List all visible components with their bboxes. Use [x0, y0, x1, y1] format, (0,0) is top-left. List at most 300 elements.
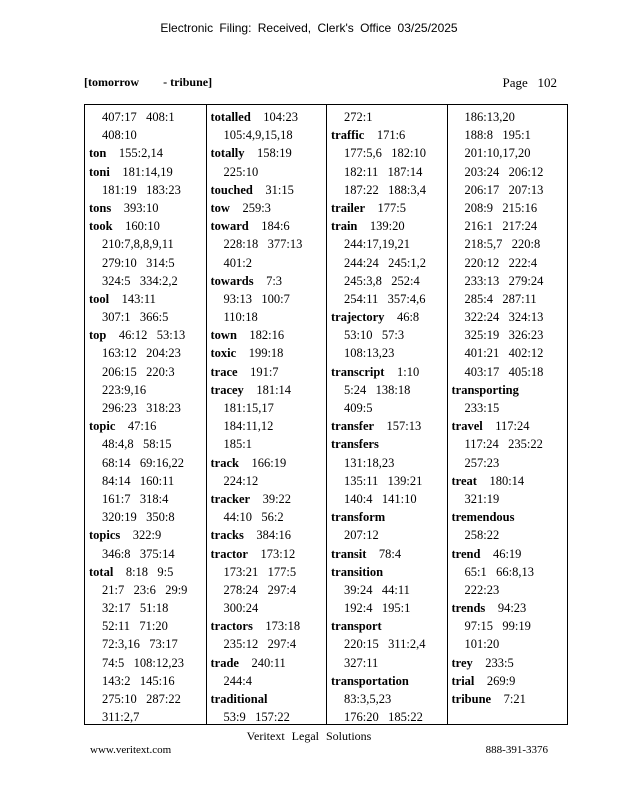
index-line	[211, 399, 325, 417]
index-line	[331, 563, 445, 581]
index-page-refs: 244:24 245:1,2	[344, 255, 426, 270]
index-line	[452, 526, 566, 544]
index-page-refs: 117:24 235:22	[464, 437, 543, 452]
index-page-refs: 157:13	[374, 419, 422, 434]
index-line	[89, 454, 204, 472]
index-page-refs: 155:2,14	[106, 146, 163, 161]
index-line	[89, 381, 204, 399]
index-page-refs: 228:18 377:13	[223, 237, 303, 252]
index-line	[89, 308, 204, 326]
index-page-refs: 44:10 56:2	[223, 510, 284, 525]
index-line	[452, 254, 566, 272]
index-page-refs: 224:12	[223, 473, 259, 488]
index-page-refs: 46:8	[384, 310, 420, 325]
index-page-refs: 324:5 334:2,2	[102, 273, 178, 288]
index-page-refs: 101:20	[464, 637, 500, 652]
index-page-refs: 94:23	[485, 601, 527, 616]
index-term: train	[331, 219, 358, 234]
footer-company: Veritext Legal Solutions	[246, 729, 372, 743]
index-page-refs: 171:6	[364, 128, 406, 143]
index-page-refs: 21:7 23:6 29:9	[102, 582, 188, 597]
index-page-refs: 223:9,16	[102, 382, 147, 397]
index-page-refs: 187:22 188:3,4	[344, 182, 426, 197]
index-line	[211, 635, 325, 653]
index-line	[211, 290, 325, 308]
index-term: treat	[451, 473, 477, 488]
index-term: touched	[210, 182, 253, 197]
index-page-refs: 8:18 9:5	[113, 564, 174, 579]
index-term: took	[89, 219, 113, 234]
index-page-refs: 46:12 53:13	[106, 328, 186, 343]
index-line	[211, 435, 325, 453]
index-term: transit	[331, 546, 367, 561]
index-line	[89, 217, 204, 235]
index-page-refs: 220:12 222:4	[464, 255, 538, 270]
index-term: tractors	[210, 619, 253, 634]
index-term: transcript	[331, 364, 385, 379]
index-line	[89, 635, 204, 653]
index-page-refs: 74:5 108:12,23	[102, 655, 184, 670]
footer-website: www.veritext.com	[90, 744, 172, 756]
index-term: town	[210, 328, 237, 343]
index-line	[452, 490, 566, 508]
index-line	[211, 181, 325, 199]
index-line	[331, 417, 445, 435]
index-page-refs: 257:23	[464, 455, 500, 470]
index-page-refs: 285:4 287:11	[464, 291, 537, 306]
index-page-refs: 166:19	[238, 455, 287, 470]
index-term: trajectory	[331, 310, 385, 325]
index-page-refs: 68:14 69:16,22	[102, 455, 184, 470]
page-number: Page 102	[502, 75, 557, 90]
index-page-refs: 401:21 402:12	[464, 346, 544, 361]
index-page-refs: 240:11	[238, 655, 286, 670]
index-line	[89, 690, 204, 708]
index-term: toward	[210, 219, 249, 234]
index-term: transfers	[331, 437, 379, 452]
index-line	[89, 235, 204, 253]
index-line	[89, 108, 204, 126]
index-line	[331, 635, 445, 653]
index-page-refs: 173:18	[252, 619, 301, 634]
index-term: trends	[451, 601, 486, 616]
index-line	[89, 708, 204, 726]
index-page-refs: 7:3	[253, 273, 283, 288]
index-line	[452, 144, 566, 162]
index-page-refs: 135:11 139:21	[344, 473, 423, 488]
index-line	[452, 581, 566, 599]
index-page-refs: 208:9 215:16	[464, 200, 538, 215]
index-line	[331, 654, 445, 672]
index-line	[89, 526, 204, 544]
index-page-refs: 191:7	[237, 364, 279, 379]
index-term: trend	[451, 546, 481, 561]
index-line	[211, 672, 325, 690]
index-line	[331, 254, 445, 272]
index-page-refs: 173:21 177:5	[223, 564, 297, 579]
index-page-refs: 139:20	[357, 219, 405, 234]
index-page-refs: 5:24 138:18	[344, 382, 411, 397]
index-page-refs: 233:15	[464, 401, 500, 415]
index-page-refs: 39:22	[250, 491, 292, 506]
index-page-refs: 83:3,5,23	[344, 692, 392, 706]
index-page-refs: 143:2 145:16	[102, 673, 175, 688]
index-term: transportation	[331, 673, 409, 688]
index-page-refs: 203:24 206:12	[464, 164, 544, 179]
index-line	[89, 363, 204, 381]
index-page-refs: 279:10 314:5	[102, 255, 175, 270]
index-page-refs: 407:17 408:1	[102, 110, 175, 124]
index-page-refs: 52:11 71:20	[102, 619, 168, 634]
index-line	[89, 254, 204, 272]
index-line	[89, 126, 204, 144]
index-page-refs: 72:3,16 73:17	[102, 637, 178, 652]
index-term: traffic	[331, 128, 365, 143]
index-line	[452, 272, 566, 290]
index-line	[452, 126, 566, 144]
index-page-refs: 188:8 195:1	[464, 128, 531, 143]
index-line	[452, 599, 566, 617]
index-line	[89, 563, 204, 581]
index-page-refs: 97:15 99:19	[464, 619, 531, 634]
index-page-refs: 258:22	[464, 528, 500, 543]
index-line	[211, 563, 325, 581]
index-term: tool	[89, 291, 110, 306]
index-line	[331, 272, 445, 290]
footer-phone: 888-391-3376	[485, 744, 548, 756]
index-line	[452, 435, 566, 453]
index-page-refs: 244:17,19,21	[344, 237, 410, 252]
index-line	[331, 126, 445, 144]
index-line	[211, 272, 325, 290]
index-line	[452, 326, 566, 344]
index-line	[331, 490, 445, 508]
word-index-table	[84, 104, 568, 725]
index-page-refs: 140:4 141:10	[344, 491, 417, 506]
index-line	[331, 381, 445, 399]
index-line	[211, 381, 325, 399]
index-line	[211, 126, 325, 144]
index-term: totally	[210, 146, 245, 161]
index-line	[452, 308, 566, 326]
index-line	[331, 526, 445, 544]
index-line	[211, 326, 325, 344]
index-page-refs: 173:12	[247, 546, 296, 561]
index-line	[211, 526, 325, 544]
index-line	[89, 435, 204, 453]
index-term: transport	[331, 619, 382, 634]
index-page-refs: 46:19	[480, 546, 522, 561]
index-term: tracks	[210, 528, 244, 543]
index-line	[211, 199, 325, 217]
index-page-refs: 110:18	[223, 310, 258, 325]
index-line	[452, 635, 566, 653]
index-page-refs: 186:13,20	[464, 110, 515, 124]
index-page-refs: 163:12 204:23	[102, 346, 181, 361]
index-line	[452, 672, 566, 690]
index-line	[89, 599, 204, 617]
index-page-refs: 218:5,7 220:8	[464, 237, 541, 252]
index-page-refs: 39:24 44:11	[344, 582, 410, 597]
index-page-refs: 176:20 185:22	[344, 710, 423, 725]
index-term: tons	[89, 200, 112, 215]
index-line	[452, 344, 566, 362]
index-line	[211, 417, 325, 435]
index-term: transfer	[331, 419, 375, 434]
index-term: transporting	[451, 382, 519, 397]
index-page-refs: 1:10	[384, 364, 420, 379]
index-column-2	[206, 105, 327, 724]
index-line	[89, 672, 204, 690]
index-page-refs: 182:11 187:14	[344, 164, 423, 179]
index-term: toni	[89, 164, 110, 179]
index-line	[452, 654, 566, 672]
index-page-refs: 401:2	[223, 255, 252, 270]
index-line	[89, 545, 204, 563]
index-page-refs: 322:9	[120, 528, 162, 543]
index-line	[452, 217, 566, 235]
index-page-refs: 93:13 100:7	[223, 291, 290, 306]
index-line	[331, 435, 445, 453]
index-line	[211, 363, 325, 381]
index-line	[452, 472, 566, 490]
index-page-refs: 161:7 318:4	[102, 491, 169, 506]
index-line	[211, 308, 325, 326]
index-page-refs: 105:4,9,15,18	[223, 128, 293, 143]
index-line	[331, 508, 445, 526]
index-page-refs: 320:19 350:8	[102, 510, 175, 525]
index-page-refs: 181:15,17	[223, 401, 274, 415]
index-line	[89, 417, 204, 435]
index-line	[89, 163, 204, 181]
index-page-refs: 321:19	[464, 491, 500, 506]
index-line	[89, 181, 204, 199]
index-page-refs: 206:17 207:13	[464, 182, 544, 197]
index-line	[452, 363, 566, 381]
index-page-refs: 143:11	[109, 291, 156, 306]
index-term: total	[89, 564, 114, 579]
index-line	[211, 163, 325, 181]
index-line	[452, 108, 566, 126]
index-line	[89, 399, 204, 417]
index-line	[211, 490, 325, 508]
index-line	[452, 235, 566, 253]
index-page-refs: 216:1 217:24	[464, 219, 538, 234]
index-line	[331, 163, 445, 181]
index-page-refs: 235:12 297:4	[223, 637, 297, 652]
index-line	[89, 199, 204, 217]
index-page-refs: 220:15 311:2,4	[344, 637, 426, 652]
index-line	[211, 617, 325, 635]
index-column-1	[85, 105, 206, 724]
index-line	[331, 181, 445, 199]
index-line	[211, 599, 325, 617]
index-term: towards	[210, 273, 254, 288]
index-line	[452, 454, 566, 472]
index-line	[89, 508, 204, 526]
index-line	[331, 217, 445, 235]
case-name: [tomorrow - tribune]	[84, 75, 213, 89]
index-page-refs: 31:15	[252, 182, 294, 197]
index-page-refs: 322:24 324:13	[464, 310, 544, 325]
index-line	[89, 326, 204, 344]
index-line	[331, 617, 445, 635]
index-page-refs: 65:1 66:8,13	[464, 564, 534, 579]
index-line	[452, 545, 566, 563]
index-page-refs: 408:10	[102, 128, 137, 143]
index-line	[452, 181, 566, 199]
index-term: tremendous	[451, 510, 515, 525]
index-page-refs: 184:11,12	[223, 419, 274, 434]
index-line	[211, 545, 325, 563]
index-line	[331, 344, 445, 362]
index-page-refs: 108:13,23	[344, 346, 395, 361]
index-page-refs: 181:19 183:23	[102, 182, 181, 197]
index-line	[89, 472, 204, 490]
index-term: trial	[451, 673, 475, 688]
index-page-refs: 244:4	[223, 673, 252, 688]
index-page-refs: 158:19	[244, 146, 292, 161]
index-line	[331, 308, 445, 326]
index-line	[89, 144, 204, 162]
index-page-refs: 307:1 366:5	[102, 310, 169, 325]
index-line	[211, 217, 325, 235]
index-page-refs: 53:9 157:22	[223, 710, 290, 725]
index-page-refs: 233:5	[472, 655, 514, 670]
index-term: tracey	[210, 382, 244, 397]
index-page-refs: 259:3	[229, 200, 271, 215]
index-term: trey	[451, 655, 473, 670]
index-term: trade	[210, 655, 239, 670]
index-page-refs: 409:5	[344, 401, 373, 415]
index-line	[331, 672, 445, 690]
index-term: trailer	[331, 200, 366, 215]
index-page-refs: 84:14 160:11	[102, 473, 175, 488]
index-line	[211, 581, 325, 599]
index-page-refs: 393:10	[111, 200, 159, 215]
index-term: ton	[89, 146, 107, 161]
index-term: topic	[89, 419, 116, 434]
index-page-refs: 325:19 326:23	[464, 328, 544, 343]
index-term: toxic	[210, 346, 237, 361]
index-line	[331, 454, 445, 472]
index-page-refs: 7:21	[491, 692, 526, 706]
index-term: totalled	[210, 110, 251, 124]
index-page-refs: 182:16	[236, 328, 285, 343]
index-page-refs: 47:16	[115, 419, 157, 434]
index-page-refs: 53:10 57:3	[344, 328, 405, 343]
index-page-refs: 222:23	[464, 582, 500, 597]
index-page-refs: 201:10,17,20	[464, 146, 531, 161]
index-line	[452, 417, 566, 435]
index-line	[331, 690, 445, 708]
index-page-refs: 275:10 287:22	[102, 692, 181, 706]
index-page-refs: 278:24 297:4	[223, 582, 297, 597]
index-line	[211, 144, 325, 162]
index-page-refs: 131:18,23	[344, 455, 395, 470]
index-line	[452, 563, 566, 581]
index-term: top	[89, 328, 107, 343]
index-line	[211, 108, 325, 126]
index-line	[89, 581, 204, 599]
index-column-4	[447, 105, 568, 724]
index-page-refs: 206:15 220:3	[102, 364, 175, 379]
index-page-refs: 192:4 195:1	[344, 601, 411, 616]
index-column-3	[326, 105, 447, 724]
index-term: transform	[331, 510, 386, 525]
index-page-refs: 254:11 357:4,6	[344, 291, 426, 306]
index-term: travel	[451, 419, 483, 434]
index-page-refs: 104:23	[250, 110, 299, 124]
index-line	[89, 290, 204, 308]
index-term: topics	[89, 528, 121, 543]
index-page-refs: 78:4	[366, 546, 402, 561]
index-page-refs: 199:18	[236, 346, 284, 361]
index-line	[331, 235, 445, 253]
index-line	[89, 617, 204, 635]
index-page-refs: 184:6	[248, 219, 290, 234]
index-line	[211, 654, 325, 672]
index-line	[331, 399, 445, 417]
index-page-refs: 180:14	[476, 473, 525, 488]
index-line	[331, 290, 445, 308]
index-page-refs: 327:11	[344, 655, 379, 670]
index-line	[331, 199, 445, 217]
index-term: tracker	[210, 491, 251, 506]
index-page-refs: 177:5	[365, 200, 406, 215]
index-line	[452, 399, 566, 417]
index-page-refs: 311:2,7	[102, 710, 140, 725]
index-line	[89, 344, 204, 362]
filing-stamp: Electronic Filing: Received, Clerk's Office 03/25/2025	[160, 21, 458, 35]
index-page-refs: 48:4,8 58:15	[102, 437, 172, 452]
index-page-refs: 181:14	[243, 382, 292, 397]
index-page-refs: 346:8 375:14	[102, 546, 175, 561]
index-page-refs: 245:3,8 252:4	[344, 273, 420, 288]
index-page-refs: 32:17 51:18	[102, 601, 169, 616]
index-page-refs: 269:9	[474, 673, 516, 688]
index-line	[211, 454, 325, 472]
index-line	[331, 326, 445, 344]
index-line	[452, 290, 566, 308]
index-line	[89, 490, 204, 508]
index-line	[331, 472, 445, 490]
index-term: tow	[210, 200, 230, 215]
index-line	[331, 108, 445, 126]
index-line	[452, 690, 566, 708]
index-line	[452, 508, 566, 526]
index-page-refs: 225:10	[223, 164, 259, 179]
index-page-refs: 300:24	[223, 601, 259, 616]
index-term: trace	[210, 364, 238, 379]
index-term: track	[210, 455, 239, 470]
index-term: tribune	[451, 692, 492, 706]
index-line	[211, 472, 325, 490]
index-line	[331, 363, 445, 381]
index-line	[452, 381, 566, 399]
index-line	[331, 708, 445, 726]
index-line	[331, 599, 445, 617]
index-line	[331, 545, 445, 563]
index-page-refs: 185:1	[223, 437, 252, 452]
index-page-refs: 177:5,6 182:10	[344, 146, 426, 161]
index-page-refs: 233:13 279:24	[464, 273, 544, 288]
index-page-refs: 403:17 405:18	[464, 364, 544, 379]
index-page-refs: 296:23 318:23	[102, 401, 181, 415]
index-line	[331, 581, 445, 599]
index-page-refs: 272:1	[344, 110, 373, 124]
index-term: tractor	[210, 546, 248, 561]
